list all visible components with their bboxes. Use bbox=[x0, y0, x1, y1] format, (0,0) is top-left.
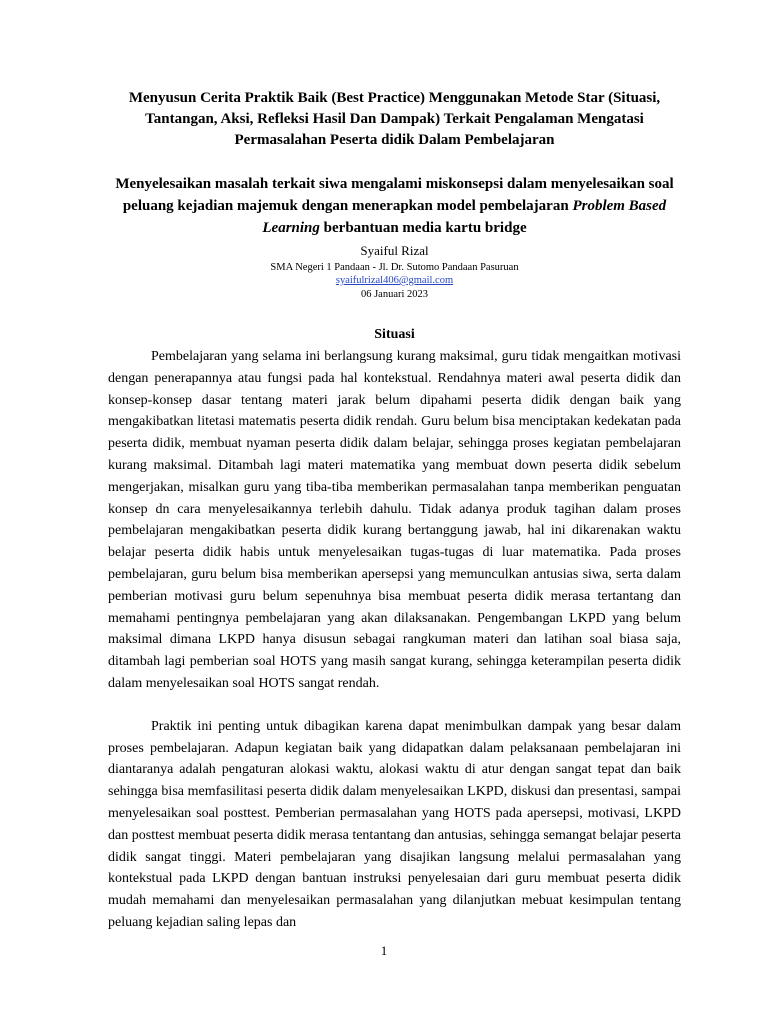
body-paragraph: Pembelajaran yang selama ini berlangsung kurang maksimal, guru tidak mengaitkan motivasi dengan penerapannya atau fungsi pada hal kontekstual. Rendahnya materi awal peserta didik dan konsep-konsep dasar tentang materi jarak belum dipahami peserta didik dengan baik yang mengakibatkan litetasi matematis peserta didik rendah. Guru belum bisa menciptakan kedekatan pada peserta didik, membuat nyaman peserta didik dalam belajar, sehingga proses kegiatan pembelajaran kurang maksimal. Ditambah lagi materi matematika yang membuat down peserta didik sebelum mengerjakan, misalkan guru yang tiba-tiba memberikan permasalahan tanpa memberikan penguatan konsep dn cara menyelesaikannya terlebih dahulu. Tidak adanya produk tagihan dalam proses pembelajaran mengakibatkan peserta didik kurang bertanggung jawab, hal ini dikarenakan waktu belajar peserta didik habis untuk menyelesaikan tugas-tugas di luar matematika. Pada proses pembelajaran, guru belum bisa memberikan apersepsi yang memunculkan antusias siwa, serta dalam pemberian motivasi guru belum sepenuhnya bisa membuat peserta didik merasa tertantang dan memahami pentingnya pembelajaran yang akan dilaksanakan. Pengembangan LKPD yang belum maksimal dimana LKPD hanya disusun sebagai rangkuman materi dan latihan soal biasa saja, ditambah lagi pemberian soal HOTS yang masih sangat kurang, sehingga keterampilan peserta didik dalam menyelesaikan soal HOTS sangat rendah. bbox=[108, 349, 681, 691]
subtitle-italic-text: Problem Based Learning bbox=[262, 198, 667, 236]
author-affiliation: SMA Negeri 1 Pandaan - Jl. Dr. Sutomo Pandaan Pasuruan bbox=[270, 262, 519, 273]
subtitle-text-start: Menyelesaikan masalah terkait siwa mengalami miskonsepsi dalam menyelesaikan soal peluang kejadian majemuk dengan menerapkan model pembelajaran bbox=[115, 176, 674, 214]
document-subtitle bbox=[108, 173, 681, 239]
document-title: Menyusun Cerita Praktik Baik (Best Practice) Menggunakan Metode Star (Situasi, Tantangan, Aksi, Refleksi Hasil Dan Dampak) Terkait Pengalaman Mengatasi Permasalahan Peserta didik Dalam Pembelajaran bbox=[128, 90, 661, 148]
document-date: 06 Januari 2023 bbox=[360, 289, 429, 300]
author-email-link[interactable]: syaifulrizal406@gmail.com bbox=[335, 275, 454, 286]
subtitle-text-end: berbantuan media kartu bridge bbox=[319, 220, 527, 236]
page-number: 1 bbox=[380, 943, 388, 958]
document-page bbox=[108, 88, 681, 934]
section-heading-situasi: Situasi bbox=[374, 327, 415, 342]
author-name: Syaiful Rizal bbox=[360, 243, 429, 258]
body-paragraph: Praktik ini penting untuk dibagikan karena dapat menimbulkan dampak yang besar dalam proses pembelajaran. Adapun kegiatan baik yang didapatkan dalam pelaksanaan pembelajaran ini diantaranya adalah pengaturan alokasi waktu, alokasi waktu di atur dengan sangat tepat dan baik sehingga bisa memfasilitasi peserta didik dalam menyelesaikan LKPD, diskusi dan presentasi, sampai menyelesaikan soal posttest. Pemberian permasalahan yang HOTS pada apersepsi, motivasi, LKPD dan posttest membuat peserta didik merasa tentantang dan antusias, sehingga semangat belajar peserta didik sangat tinggi. Materi pembelajaran yang disajikan langsung melalui permasalahan yang kontekstual pada LKPD dengan bantuan instruksi penyelesaian dari guru membuat peserta didik mudah memahami dan menyelesaikan permasalahan yang dilanjutkan mebuat kesimpulan tentang peluang kejadian saling lepas dan bbox=[108, 718, 681, 930]
